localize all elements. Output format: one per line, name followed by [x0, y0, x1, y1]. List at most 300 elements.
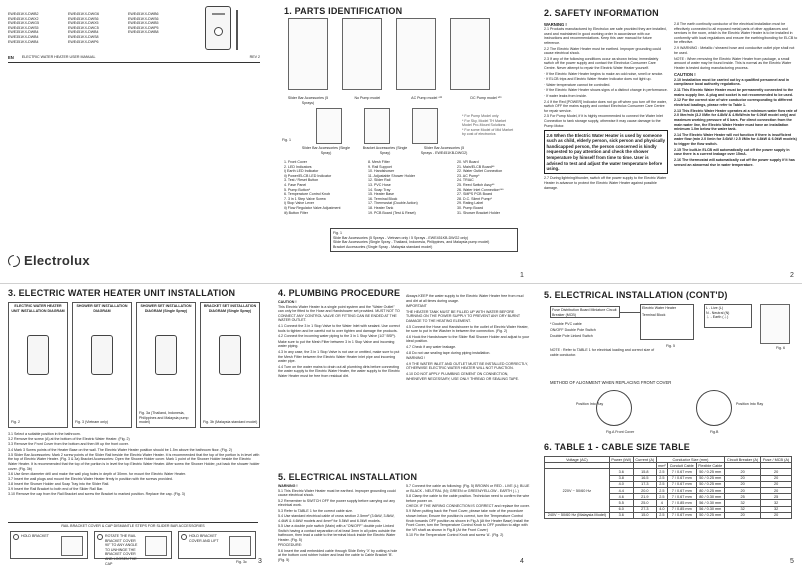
table-cell: 2.5: [656, 481, 667, 487]
part-item: 19. PCB Board (Test & Reset): [368, 210, 416, 215]
electrical-item: 5.3 Refer to TABLE 1 for the correct cable size.: [278, 508, 353, 513]
plumbing-column-2: [406, 294, 530, 484]
part-item: 12. Slider Rail: [368, 178, 391, 183]
table-cell: 20: [761, 469, 792, 475]
model-number: EWE451KX-DWB6: [128, 12, 159, 16]
heater-box: [640, 304, 694, 340]
table-cell: 240V ~ 50/60 Hz (Malaysia Model): [545, 512, 610, 518]
table-cell: 17.3: [633, 481, 656, 487]
caution-heading: CAUTION !: [674, 72, 696, 78]
table-cell: 32: [761, 506, 792, 512]
installation-step: 3.1 Select a suitable position in the bathroom.: [8, 432, 81, 436]
align-label-b: Position Into Ray: [736, 402, 764, 406]
table-cell: 20: [725, 512, 761, 518]
part-item: 22. Water Outlet Connection: [457, 169, 503, 174]
table-cell: 220V ~ 50/60 Hz: [545, 469, 610, 512]
section-title-electrical-contd: 5. ELECTRICAL INSTALLATION (CONT'D): [544, 290, 728, 300]
installation-figure: [200, 302, 260, 428]
table-cell: 2.5: [656, 512, 667, 518]
table-cell: 3.6: [609, 469, 633, 475]
section-title-installation: 3. ELECTRIC WATER HEATER UNIT INSTALLATION: [8, 288, 236, 298]
installation-figure: [72, 302, 132, 428]
table-cell: 20: [761, 487, 792, 493]
electrical-item: CHECK IF THE WIRING CONNECTION IS CORRECT and replace the cover.: [406, 503, 530, 508]
electrical-item: 5.8 Clamp the cable to the cable position. Technician need to confirm the wire before power on.: [406, 493, 530, 503]
part-item: 13. PVC Hose: [368, 182, 391, 187]
part-item: 28. D.C. Silent Pump*: [457, 196, 492, 201]
table-header: Power (kW): [609, 457, 633, 463]
part-item: 5. Pump Button*: [284, 187, 311, 192]
model-number: EWE451KX-DWG5: [8, 21, 39, 26]
table-cell: 50 / 0.25 mm: [696, 475, 725, 481]
heater-icon: [219, 335, 241, 375]
alignment-title: METHOD OF ALIGNMENT WHEN REPLACING FRONT COVER: [550, 380, 672, 385]
plumbing-item: This Electric Water Heater is a single point system and the "Water Outlet" can only be fitted to the Hose and Handshower set provided. MUST NOT TO CONNECT ANY CONTROL VALVE OR FITTING CAN BE ENDED AT THE WATER OUTLET.: [278, 304, 400, 323]
electrical-item: 5.1 This Electric Water Heater must be earthed. Improper grounding could cause electrical shock.: [278, 488, 396, 498]
part-item: ii) Flow Regulator Valve Adjustment: [284, 205, 341, 210]
safety-item: 2.11 This Electric Water Heater must be permanently connected to the mains supply line. A plug and socket is not recommended to be used.: [674, 87, 794, 97]
table-cell: 7 / 0.85 mm: [667, 506, 696, 512]
rail-step-text: ROTATE THE RAIL BRACKET COVER 90° TO ANY ANGLE TO UNHINGE THE BRACKET COVER AND LOOSEN THE CAP: [105, 534, 138, 566]
part-item: 30. Pump Board: [457, 205, 483, 210]
table-cell: 20: [725, 481, 761, 487]
parts-column-1: [284, 160, 364, 215]
part-item: 21. Main/ELCB Board**: [457, 164, 495, 169]
safety-items-1: [544, 27, 668, 128]
plumbing-item: Make sure to put the Mesh Filter between 3 in 1 Stop Valve and incoming water piping.: [278, 339, 395, 349]
electrical-item: 5.4 Use standard electrical cable of cross section 2.5mm² (3.6kW, 3.8kW, 4.4kW & 4.6kW models and 4mm² for 5.5kW and 6.0kW models.: [278, 513, 395, 523]
table-cell: 32: [725, 500, 761, 506]
table-cell: 25.0: [633, 500, 656, 506]
pvc-cable-label: * Double PVC cable: [550, 322, 582, 326]
rail-step-text: HOLD BRACKET COVER AND LIFT: [189, 534, 219, 543]
installation-step: 3.7 Insert the wall plugs and mount the Electric Water Heater firmly in position with the screws provided.: [8, 476, 173, 481]
table-cell: 5.5: [609, 500, 633, 506]
table-cell: 20: [761, 512, 792, 518]
table-cell: 80 / 0.25 mm: [696, 487, 725, 493]
part-item: 14. Soap Tray: [368, 187, 391, 192]
figure-title: BRACKET SET INSTALLATION DIAGRAM (Single Spray): [203, 304, 257, 313]
model-number: EWE451KX-DWB8: [128, 30, 159, 35]
table-cell: 2.5: [656, 487, 667, 493]
slider-bar-single-spray-diagram: [412, 108, 438, 144]
plumbing-item: 4.7 Check if any water leakage.: [406, 344, 457, 349]
part-item: 4. Fase Panel: [284, 182, 307, 187]
table-cell: 27.3: [633, 506, 656, 512]
rail-step: [178, 531, 256, 559]
table-cell: 4.0: [609, 481, 633, 487]
variant-label: DC Pump model *¹¹: [470, 96, 502, 100]
electrical-column-2: [406, 484, 530, 564]
electrical-items-1: [278, 489, 400, 563]
brand-name: Electrolux: [24, 253, 90, 268]
electrical-item: PROCEDURE:: [278, 543, 302, 548]
cover-rule: [8, 62, 260, 63]
model-number: EWE451KX-DWB5: [128, 21, 159, 26]
installation-step: 3.5 Slider Bar Accessories: Mark 2 screw points of the Slider Rail beside the Electric Water Heater. It is recommended that the top of the portion is in level with the top of Electric Water Heater. (Fig. 3 & 3a) Bracket Accessories: Open the Shower Holder cover. Mark 1 point of the Shower Holder beside the Electric Water Heater. It is recommended that the top of the portion is in level the top Electric Water Heater. After screw the Shower Holder, put back the shower holder cover. (Fig. 3b): [8, 452, 260, 471]
table-cell: 25: [725, 494, 761, 500]
part-item: i) Stop Valve Lever: [284, 201, 315, 206]
table-cell: 15.0: [633, 512, 656, 518]
table-cell: 80 / 0.30 mm: [696, 494, 725, 500]
figure-label: Fig. 3a (Thailand, Indonesia, Philippines and Malaysia pump model): [139, 411, 189, 425]
table-cell: 6.0: [609, 506, 633, 512]
model-number: EWE451KX-DWB4: [68, 30, 99, 35]
model-number: EWE451KX-DWB2: [8, 12, 39, 16]
electrical-item: 5.6 Insert the wall embedded cable through Slide Entry 'X' by cutting a hole at the bottom cord rubber holder and lead the cable to Cable Bracket 'B'. (Fig. 5): [278, 548, 398, 562]
installation-step: 3.10 Remove the cap from the Rail Bracket and screw the Bracket to marked position. Replace the cap. (Fig. 3): [8, 492, 185, 497]
variant-label: No Pump model: [354, 96, 381, 100]
installation-step: 3.2 Remove the screw (A) at the bottom of the Electric Water Heater. (Fig. 2): [8, 437, 130, 442]
figure-title: ELECTRIC WATER HEATER UNIT INSTALLATION DIAGRAM: [11, 304, 65, 313]
safety-item: · If the Electric Water Heater begins to make an odd noise, smell or smoke.: [544, 71, 664, 76]
table-cell: 50 / 0.25 mm: [696, 469, 725, 475]
table-cell: 7 / 0.85 mm: [667, 500, 696, 506]
model-number: EWE451KX-DWG6: [68, 12, 99, 16]
safety-item: 2.10 Installation must be carried out by a qualified personnel and in compliance local authority regulations.: [674, 77, 790, 87]
table-cell: 2.5: [656, 469, 667, 475]
installation-step: 3.4 Mark 3 Screw points of the Heater Base on the wall. The Electric Water Heater position should be 1.5m above the bathroom floor. (Fig. 2): [8, 447, 232, 452]
step-number-icon: [13, 534, 19, 540]
part-item: 27. SMPS PCB Board: [457, 192, 493, 197]
part-item: 10. Handshower: [368, 169, 395, 174]
parts-column-3: [457, 160, 536, 215]
model-number: EWE451KX-DWS6: [128, 16, 159, 21]
table-header: Conductor Size (mm): [656, 457, 724, 463]
safety-item: · If the Electric Water Heater shows signs of a distinct change in performance.: [544, 88, 668, 93]
part-item: 7. 3 in 1 Step Valve Screw: [284, 196, 326, 201]
bracket-icon: [145, 536, 167, 556]
table-cell: 7 / 0.67 mm: [667, 481, 696, 487]
installation-figure: [8, 302, 68, 428]
table-cell: 7 / 0.67 mm: [667, 512, 696, 518]
plumbing-item: 4.2 Connect the incoming water piping to the 3 in 1 Stop Valve (1/2" BSP).: [278, 334, 396, 339]
rail-step-text: HOLD BRACKET: [21, 534, 49, 538]
heater-label: Electric Water Heater: [642, 306, 677, 310]
safety-items-2: [674, 22, 798, 70]
table-cell: 32: [761, 500, 792, 506]
variant-label: Slider Bar Accessories (5 Sprays - EWE451KB-DWG2): [420, 146, 468, 155]
fuse-board-box: [550, 306, 620, 318]
part-item: 31. Shower Bracket Holder: [457, 210, 500, 215]
heater-dc-pump-diagram: [450, 18, 490, 90]
part-item: 3. Test / Reset Button: [284, 178, 319, 183]
page-safety-information: [536, 0, 802, 283]
part-item: 26. Water Inlet Connection***: [457, 187, 504, 192]
safety-item: 2.2 The Electric Water Heater must be earthed. Improper grounding could cause electrical shock.: [544, 46, 662, 56]
section-title-electrical: 5. ELECTRICAL INSTALLATION: [278, 472, 418, 482]
part-item: 9. Rail Support: [368, 164, 392, 169]
parts-column-2: [368, 160, 453, 215]
neutral-label: N - Neutral (N): [706, 310, 730, 315]
page-cover: [0, 0, 268, 283]
electrical-item: 5.9 When putting back the Front Cover, please take note of the procedure shown below; Ensure the position is correct, turn the Temperature Control Knob towards OFF position as shown in Fig.A (At the Heater Base) Install the Front Cover, turn the Temperature Control Knob to OFF position to align with the VR shaft as shown in Fig.B (At the Front Cover): [406, 509, 529, 532]
fig3c-label: Fig. 3c: [236, 560, 247, 564]
table-header: Current (A): [633, 457, 656, 463]
safety-item: 2.9 WARNING : Metallic / sheared hose and conductive outlet pipe shall not be used.: [674, 46, 795, 55]
safety-item-2-7: 2.7 During lightning/thunder, switch off the power supply to the Electric Water Heater in advance to protect the Electric Water Heater against possible damage.: [544, 176, 667, 190]
model-number: EWE451KX-DWS5: [8, 25, 39, 30]
installation-step: 3.9 Insert the Rail Bracket to both end of the Slider Rail Bar.: [8, 487, 104, 492]
electrical-item: 5.10 Fix the Temperature Control Knob and screw 'A'. (Fig. 2): [406, 533, 504, 538]
part-item: 25. Reed Switch Assy**: [457, 182, 495, 187]
alignment-knob-b-icon: [696, 390, 732, 426]
model-number: EWE451KX-DWX5: [68, 21, 99, 26]
table-cell: 4.4: [609, 487, 633, 493]
plumbing-item: WARNING !: [406, 356, 426, 361]
brand-logo: [8, 253, 90, 268]
safety-item: 2.5 For Pump Model, if it is highly recommended to connect the Water Inlet Connection to tank storage supply, otherwise it may cause damage to the Pump Motor.: [544, 114, 663, 128]
electrical-item: 5.7 Connect the cable as following: (Fig. 5) BROWN or RED - LIVE (L); BLUE or BLACK - NEUTRAL (N); GREEN or GREEN/YELLOW - EARTH (⏚): [406, 484, 530, 493]
part-item: 23. AC Pump*: [457, 173, 480, 178]
table-cell: 56 / 0.30 mm: [696, 506, 725, 512]
heater-icon: [91, 335, 113, 375]
part-item: 18. Heater Tank: [368, 205, 394, 210]
page-unit-installation: [0, 284, 268, 567]
electrical-item: 5.2 Remember to SWITCH OFF the power supply before carrying out any electrical work.: [278, 498, 396, 508]
cover-header: [8, 55, 260, 60]
part-item: 17. Thermostat (Double Action): [368, 201, 418, 206]
safety-item: 2.14 The Electric Water Heater will not function if there is insufficient water flow (min 2.0 l/min for 3.6kW / 2.5 l/Min for 4.8kW & 6.0kW models) to trigger the flow switch.: [674, 132, 797, 147]
installation-figure: [136, 302, 196, 428]
table-cell: 20.0: [633, 487, 656, 493]
model-number: EWE451KX-DWP5: [128, 25, 159, 30]
part-item: 2. LED Indicators: [284, 164, 312, 169]
wiring-line: [620, 312, 640, 313]
plumbing-item: IMPORTANT: [406, 304, 427, 309]
led-strip: [212, 13, 225, 15]
temperature-knob-icon: [214, 27, 223, 36]
table-cell: 7 / 0.67 mm: [667, 494, 696, 500]
table-header: Circuit Breaker (A): [725, 457, 761, 463]
plumbing-item: 4.10 DO NOT APPLY PLUMBING CEMENT ON CONNECTION, WHENEVER NECESSARY, USE ONLY THREAD OR SEALING TAPE.: [406, 371, 519, 381]
table-cell: 25: [761, 494, 792, 500]
table-cell: 32: [725, 506, 761, 512]
table-subheader: Conduit Cable: [667, 463, 696, 469]
safety-item: 2.4 If the Red [POWER] Indicator does not go off when you turn off the water, switch OFF the mains supply and contact Electrolux Consumer Care Centre for repair service.: [544, 99, 667, 113]
model-number: EWE351KX-DWB4: [8, 34, 39, 39]
table-cell: 20: [725, 487, 761, 493]
table-cell: 21.9: [633, 494, 656, 500]
model-number: EWE351KX-DWB4: [8, 30, 39, 35]
part-item: 24. TRIAC: [457, 178, 474, 183]
page-parts-identification: [270, 0, 536, 283]
table-cell: 50 / 0.25 mm: [696, 481, 725, 487]
live-label: L - Live (L): [706, 306, 724, 310]
warning-heading: WARNING !: [544, 22, 567, 27]
model-list: [8, 12, 186, 44]
model-number: EWE451KX-DWP6: [68, 39, 99, 44]
linked-switch-label: Double Pole Linked Switch: [550, 334, 593, 338]
section-title-parts: 1. PARTS IDENTIFICATION: [284, 6, 403, 16]
installation-step: 3.6 Use 6mm diameter drill and make the wall plug holes in depth of 30mm. for mount the Electric Water Heater.: [8, 471, 187, 476]
table-cell: 20: [725, 475, 761, 481]
fuse-board-label: Fuse Distribution Board Miniature Circuit Breaker (MCB): [552, 308, 617, 317]
bracket-icon: [61, 536, 83, 556]
table-row: [545, 512, 792, 518]
part-item: i) Earth LED Indicator: [284, 169, 319, 174]
fig5-label: Fig. 5: [666, 344, 675, 348]
table-header: Voltage (AC): [545, 457, 610, 463]
switch-label: ON/OFF Double Pole Switch: [550, 328, 596, 332]
part-item: 11. Adjustable Shower Holder: [368, 173, 416, 178]
part-item: 1. Front Cover: [284, 160, 307, 164]
align-label-a: Position Into Ray: [576, 402, 604, 406]
plumbing-item: 4.9 THE WATER INLET AND OUTLET MUST BE INSTALLED CORRECTLY, OTHERWISE ELECTRIC WATER HEATER WILL NOT FUNCTION.: [406, 361, 528, 371]
parts-list: [284, 160, 536, 215]
safety-item: 2.16 The thermostat will automatically cut off the power supply if it has sensed an abnormal rise in water temperature.: [674, 158, 795, 167]
heater-front-diagram: [288, 18, 328, 90]
bracket-icon: [229, 536, 251, 556]
table-subheader: mm²: [658, 463, 666, 468]
part-item: 15. Heater Base: [368, 192, 394, 197]
electrical-item: 5.5 Use a double pole switch (Main) with a "ON/OFF" double pole Linked Switch having a contact separation of at least 3mm in all poles outside the bathroom, then lead a cable to the terminal block inside the Electric Water Heater. (Fig. 5): [278, 523, 396, 542]
boxed-warning: 2.6 When the Electric Water Heater is used by someone such as child, elderly person, sick person and physically handicapped person, the person concerned is kindly requested to pay attention and check the shower temperature by himself from time to time. User is advised to test and adjust the water temperature before using.: [544, 130, 668, 174]
fig-b-label: Fig.B: [710, 430, 719, 434]
part-item: 29. Rating Label: [457, 201, 484, 206]
rail-step: [94, 531, 172, 566]
heater-ac-pump-diagram: [396, 18, 436, 90]
table-cell: 7 / 0.67 mm: [667, 469, 696, 475]
section-title-safety: 2. SAFETY INFORMATION: [544, 8, 659, 18]
part-item: 16. Terminal Block: [368, 196, 398, 201]
page-number: 5: [790, 558, 794, 565]
figure-title: SHOWER SET INSTALLATION DIAGRAM: [76, 304, 128, 313]
revision: REV 2: [249, 55, 260, 60]
plumbing-items-1: [278, 305, 400, 379]
figure-label: Fig. 3b (Malaysia standard model): [203, 420, 258, 425]
earth-label: ⏚ - Earth (⏚): [706, 315, 729, 320]
shower-hose-icon: [236, 10, 238, 50]
section-title-plumbing: 4. PLUMBING PROCEDURE: [278, 288, 401, 298]
plumbing-item: 4.1 Connect the 3 in 1 Stop Valve to the Water Inlet with sealant. Use correct tools to tighten and be careful not to over tighten and damage the products.: [278, 323, 400, 333]
heater-open-diagram: [342, 18, 382, 90]
part-item: ii) Power/ELCB LED Indicator: [284, 173, 332, 178]
safety-item: 2.1 Products manufactured by Electrolux are safe provided they are installed, used and maintained in good working order in accordance with our instructions and recommendations. Keep this user manual for future reference.: [544, 27, 667, 46]
safety-item: · Water temperature cannot be controlled.: [544, 82, 611, 87]
safety-item: · If ELCB trips and Electric Water Heater Indicator does not light up.: [544, 77, 652, 82]
model-number: EWE451KX-DWC5: [68, 25, 99, 30]
manual-title: ELECTRIC WATER HEATER USER MANUAL: [21, 55, 96, 60]
slider-bar-5spray-diagram: [316, 108, 342, 144]
fig1-label: Fig. 1: [282, 138, 291, 142]
plumbing-item: 4.4 Turn on the water mains to drain out all plumbing dirts before connecting the water supply to the Electric Water Heater, the water supply to the Electric Water Heater must be free from residual dirt.: [278, 364, 400, 378]
page-number: 2: [790, 272, 794, 279]
model-number: EWE451KX-DWX2: [8, 16, 39, 21]
variant-label: AC Pump model *¹¹: [411, 96, 443, 100]
safety-column-2: [674, 22, 798, 277]
step-number-icon: [97, 534, 103, 540]
plumbing-item: 4.8 Do not use sealing tape during piping installation.: [406, 350, 491, 355]
table-cell: 4.6: [609, 494, 633, 500]
plumbing-item: 4.6 Hook the Handshower to the Slider Rail Shower Holder and adjust to your ideal position.: [406, 334, 530, 344]
table-cell: 7 / 0.67 mm: [667, 487, 696, 493]
safety-items-2b: [674, 78, 798, 168]
safety-item: 2.8 The earth continuity conductor of the electrical installation must be effectively connected to all exposed metal parts of other appliances and services in the room, which is the Electric Water Heater is to be installed in conformity with local regulations and ensure the earthing/bonding for ELCB to be effective.: [674, 22, 798, 45]
side-notes: * For Pump Model only * For Sky, Model TH Market Model Pro-Mount Solutions * For some Model of Mid Market by cost of electronics: [462, 114, 514, 137]
plumbing-item: Always KEEP the water supply to the Electric Water Heater free from mud and dirt at all times during usage.: [406, 294, 524, 303]
table-cell: 2.5: [656, 494, 667, 500]
part-item: 20. VR Board: [457, 160, 479, 164]
electrolux-logo-icon: [8, 255, 20, 267]
page-number: 3: [258, 558, 262, 565]
language-code: EN: [8, 55, 14, 60]
plumbing-item: THE HEATER TANK MUST BE FILLED UP WITH WATER BEFORE TURNING ON THE POWER SUPPLY TO PREVENT ANY DRY BURNT DAMAGE TO THE HEATING ELEMENT.: [406, 309, 520, 323]
safety-item: NOTE : When removing the Electric Water Heater from package, a small amount of water may be found inside. This is normal as the Electric Water Heater is tested during manufacturing process.: [674, 56, 792, 70]
table-cell: 16.5: [633, 475, 656, 481]
table-cell: 20: [761, 481, 792, 487]
plumbing-column-1: [278, 300, 400, 472]
variant-labels: [282, 96, 512, 105]
plumbing-item: 4.5 Connect the Hose and Handshower to the outlet of Electric Water Heater, be sure to put in the Washer in between the connection. (Fig. 2): [406, 324, 529, 334]
variant-label: Slider Bar Accessories (5 Sprays): [287, 96, 329, 105]
part-item: 8. Mesh Filter: [368, 160, 390, 164]
table-cell: 3.6: [609, 512, 633, 518]
part-item: 6. Temperature Control Knob: [284, 192, 331, 197]
caution-heading: CAUTION !: [278, 300, 297, 304]
table-subheader: Flexible Cable: [696, 463, 725, 469]
wiring-note: NOTE : Refer to TABLE 1 for electrical loading and correct size of cable conductor.: [550, 348, 655, 357]
table-header: Fuse / MCB (A): [761, 457, 792, 463]
page-plumbing-electrical: [270, 284, 536, 567]
parts-footnote: Fig. 1 Slide Bar Accessories (5 Sprays - Vietnam only / 5 Sprays - EWE451KB-DWG2 only) Slide Bar Accessories (Single Spray - Thailand, Indonesia, Philippines, and Malaysia pump model) Bracket Accessories (Single Spray - Malaysia standard model): [330, 228, 518, 252]
plumbing-item: 4.3 In any case, the 3 in 1 Stop Valve is not use or omitted, make sure to put the Mesh Filter between the Electric Water Heater inlet pipe and incoming water pipe.: [278, 349, 400, 364]
installation-steps: [8, 432, 260, 520]
terminal-block-label: Terminal Block: [642, 312, 666, 317]
table-cell: 15.8: [633, 469, 656, 475]
model-number: [128, 40, 186, 45]
page-number: 1: [520, 272, 524, 279]
warning-heading: WARNING !: [278, 484, 298, 488]
table-cell: 20: [725, 469, 761, 475]
page-electrical-contd: [536, 284, 802, 567]
section-title-table: 6. TABLE 1 - CABLE SIZE TABLE: [544, 442, 690, 452]
cable-size-table: [544, 456, 792, 519]
safety-item: 2.3 If any of the following conditions occur as shown below, immediately switch off the power supply and contact the Electrolux Consumer Care Centre. Never attempt to repair the Electric Water Heater yourself.: [544, 56, 659, 71]
model-number: EWE351KX-DWB4: [8, 39, 39, 44]
page-number: 4: [520, 558, 524, 565]
model-number: EWE451KX-DWS6: [68, 16, 99, 21]
rail-step: [10, 531, 88, 559]
table-cell: 2.5: [656, 475, 667, 481]
step-number-icon: [181, 534, 187, 540]
table-cell: 4: [656, 500, 667, 506]
table-cell: 50 / 0.25 mm: [696, 512, 725, 518]
terminal-diagram: [760, 304, 790, 344]
rail-title: RAIL BRACKET COVER & CAP DISMANTLE STEPS FOR SLIDER BAR ACCESSORIES: [8, 522, 258, 529]
installation-step: 3.3 Remove the Front Cover from the bottom and then lift up the front cover.: [8, 442, 129, 447]
safety-column-1: [544, 22, 668, 277]
electrical-column-1: [278, 484, 400, 564]
figure-label: Fig. 2: [11, 420, 20, 425]
variant-label: Slider Bar Accessories (Single Spray): [301, 146, 351, 155]
plumbing-items-2: [406, 294, 530, 381]
figure-title: SHOWER SET INSTALLATION DIAGRAM (Single Spray): [140, 304, 192, 313]
variant-label: Bracket Accessories (Single Spray): [362, 146, 408, 155]
safety-item: 2.15 The built-in ELCB will automatically cut off the power supply in case there is a current leakage over 15mA.: [674, 147, 790, 157]
heater-illustration: [205, 6, 231, 50]
heater-icon: [27, 335, 49, 375]
table-cell: 20: [761, 475, 792, 481]
model-number: EWE451KX-DWS8: [68, 34, 99, 39]
safety-item: 2.13 This Electric Water Heater operates at a minimum water flow rate of 2.0 liter/min (3.2 l/Min for 4.8kW & 4.9kW/min for 6.0kW model only) and maximum working pressure of 6 bars. For direct connection from the main water line, the Electric Water Heater must have an installation minimum 1.0m below the water tank.: [674, 108, 798, 132]
bracket-single-spray-diagram: [364, 108, 390, 144]
fig6-label: Fig. 6: [776, 346, 785, 350]
electrical-items-2: [406, 484, 530, 538]
table-cell: 56 / 0.30 mm: [696, 500, 725, 506]
safety-item: · If water leaks from inside.: [544, 94, 587, 99]
variant-labels-2: [300, 146, 470, 155]
